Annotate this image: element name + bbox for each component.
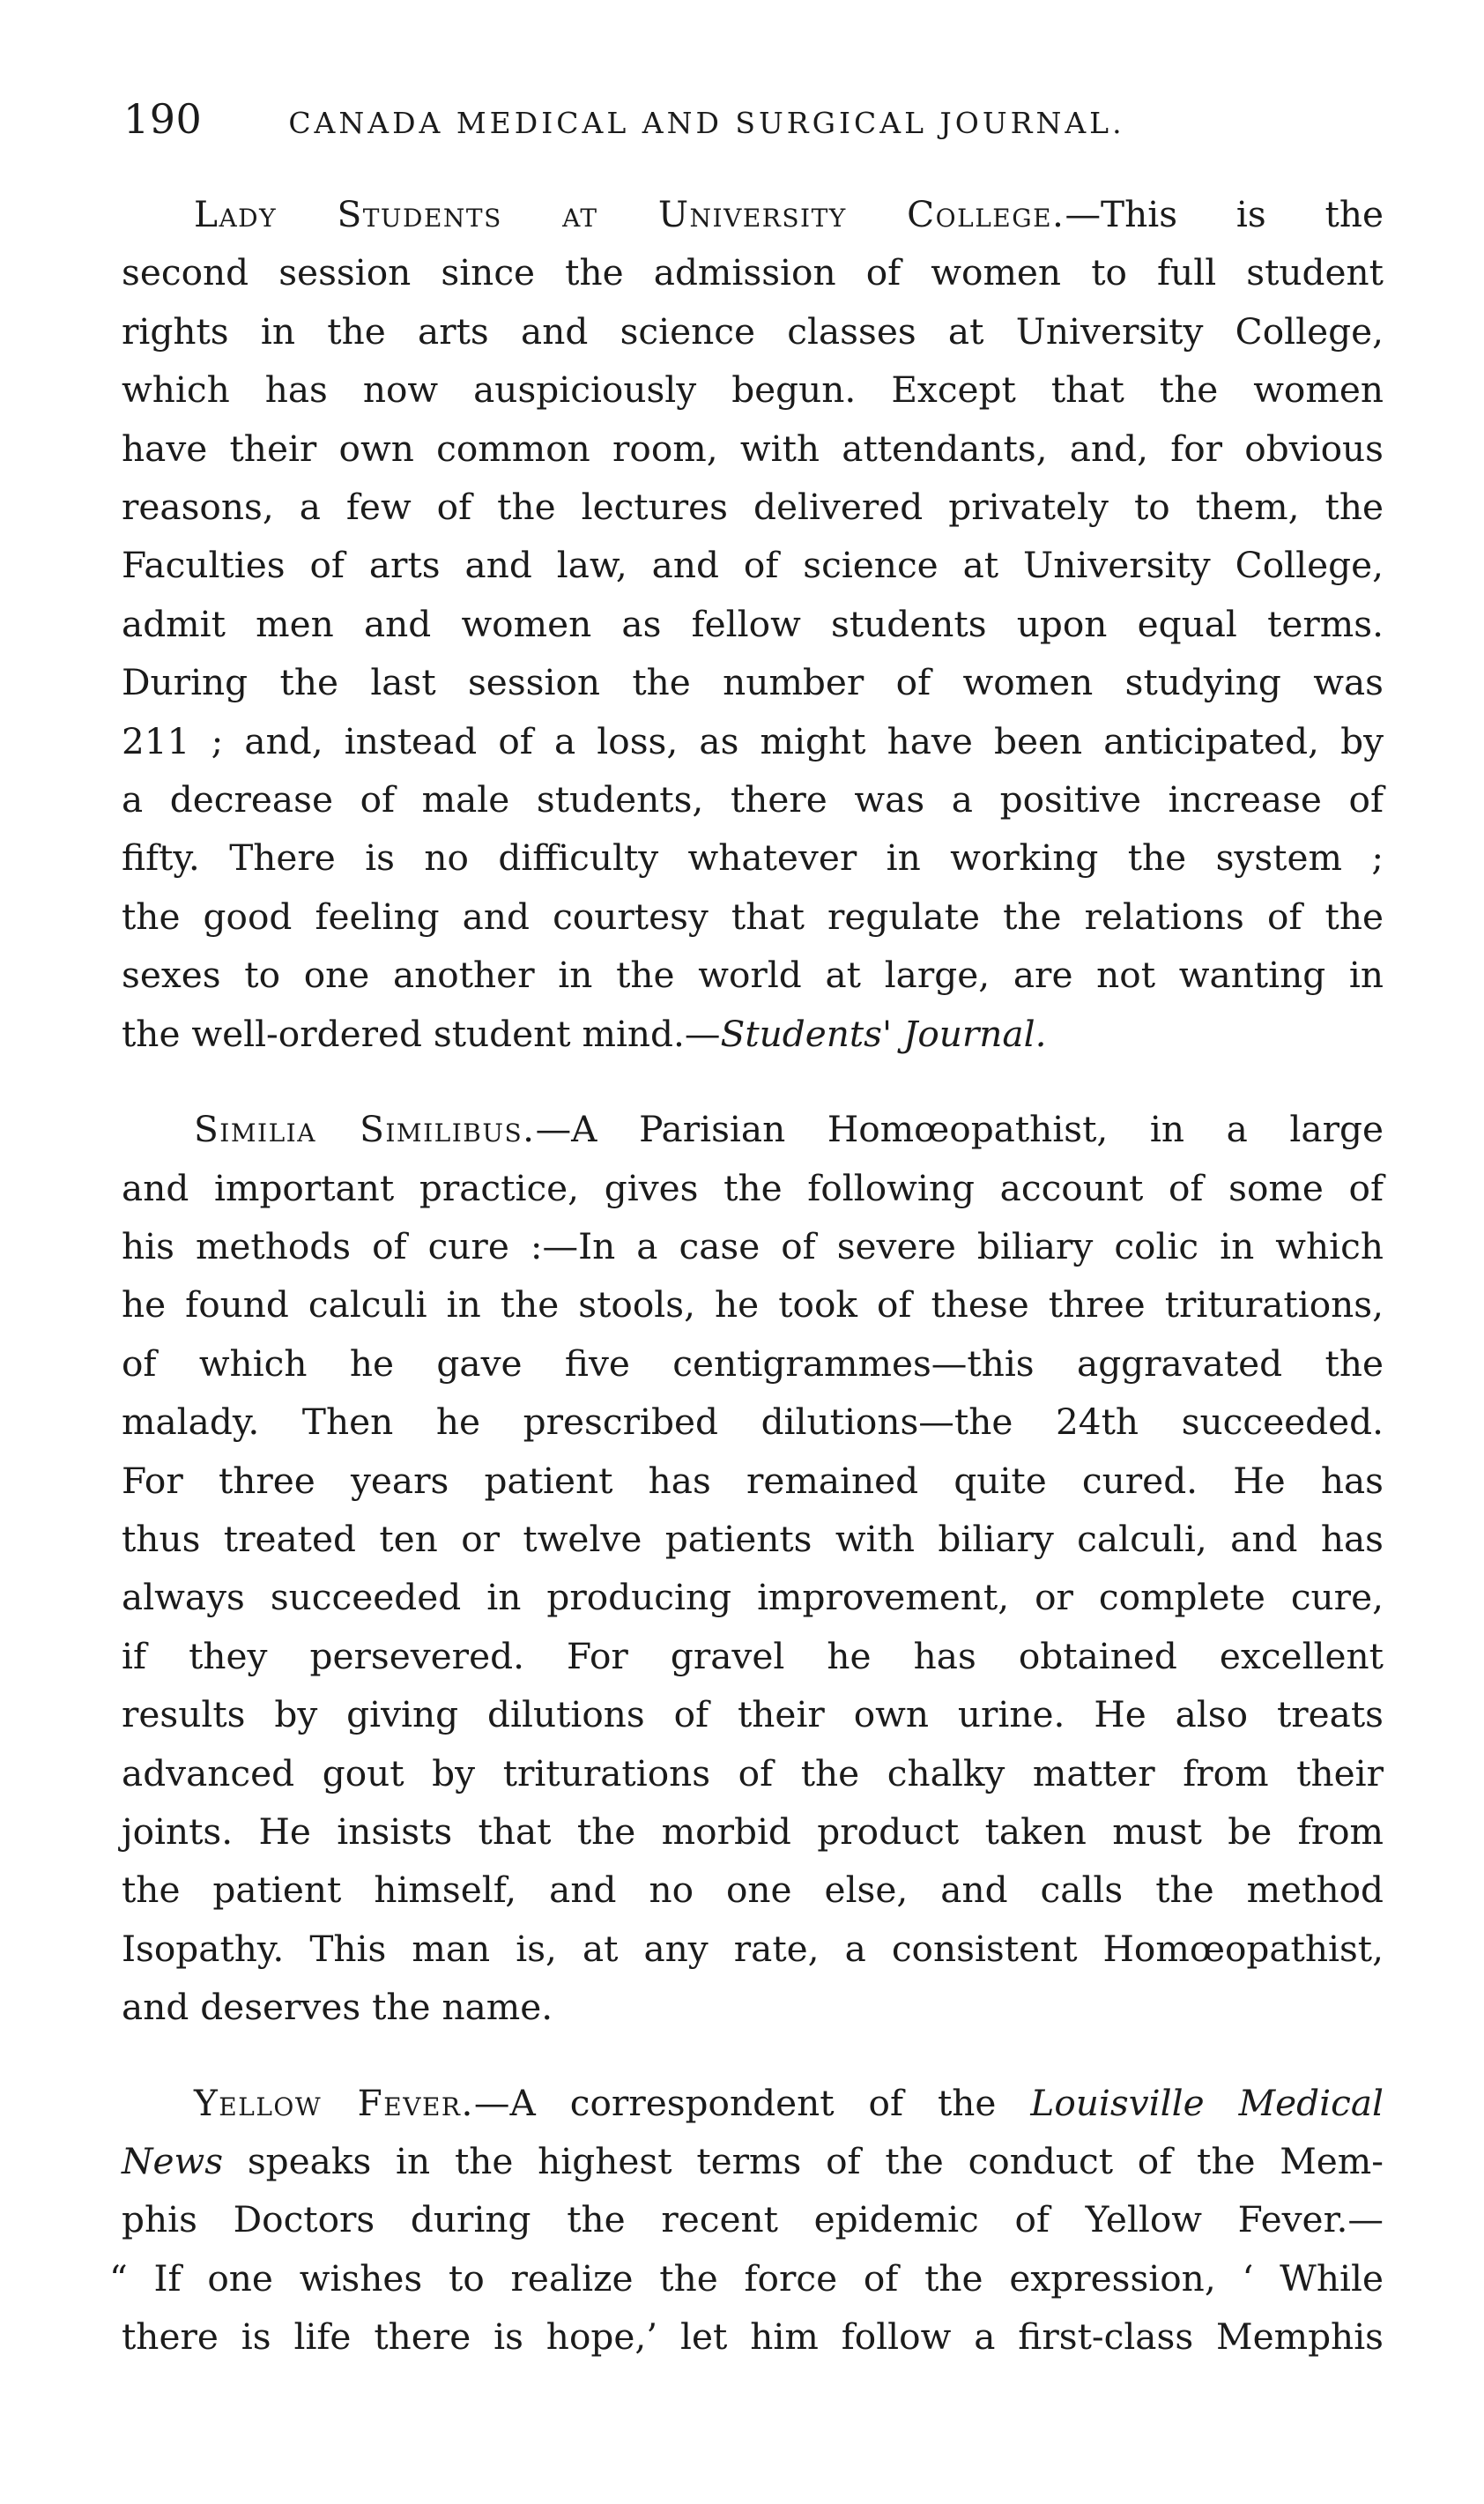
text-line-part: —This is the bbox=[1065, 193, 1384, 235]
text-line: joints. He insists that the morbid product taken must be from bbox=[122, 1809, 1384, 1853]
text-line: Isopathy. This man is, at any rate, a consistent Homœopathist, bbox=[122, 1927, 1384, 1970]
text-line: always succeeded in producing improvement, or complete cure, bbox=[122, 1576, 1384, 1619]
text-line: there is life there is hope,’ let him follow a first-class Memphis bbox=[122, 2315, 1384, 2359]
source-citation: Louisville Medical bbox=[1030, 2081, 1384, 2124]
source-citation: News bbox=[122, 2140, 224, 2182]
text-line: his methods of cure :—In a case of severe biliary colic in which bbox=[122, 1224, 1384, 1267]
text-line: During the last session the number of women studying was bbox=[122, 661, 1384, 704]
article-similia-similibus bbox=[122, 1100, 1384, 2037]
text-line: second session since the admission of women to full student bbox=[122, 251, 1384, 294]
text-line: “ If one wishes to realize the force of the expression, ‘ While bbox=[109, 2256, 1384, 2300]
text-line bbox=[122, 1005, 1384, 1063]
text-line: sexes to one another in the world at large, are not wanting in bbox=[122, 954, 1384, 997]
text-line bbox=[122, 185, 1384, 243]
text-line: rights in the arts and science classes at University College, bbox=[122, 309, 1384, 353]
text-line: the good feeling and courtesy that regulate the relations of the bbox=[122, 895, 1384, 938]
text-line: he found calculi in the stools, he took of these three triturations, bbox=[122, 1283, 1384, 1326]
page-number: 190 bbox=[123, 95, 203, 143]
text-line-part: —A Parisian Homœopathist, in a large bbox=[535, 1108, 1384, 1151]
text-line: phis Doctors during the recent epidemic of Yellow Fever.— bbox=[122, 2198, 1384, 2241]
text-line: the patient himself, and no one else, and calls the method bbox=[122, 1869, 1384, 1912]
text-line: of which he gave five centigrammes—this aggravated the bbox=[122, 1341, 1384, 1385]
text-line: and deserves the name. bbox=[122, 1986, 553, 2029]
text-line: malady. Then he prescribed dilutions—the 24th succeeded. bbox=[122, 1401, 1384, 1444]
text-line: and important practice, gives the following account of some of bbox=[122, 1166, 1384, 1209]
journal-title: CANADA MEDICAL AND SURGICAL JOURNAL. bbox=[288, 106, 1125, 140]
text-line-part: speaks in the highest terms of the conduct of the Mem- bbox=[223, 2140, 1384, 2182]
text-line: results by giving dilutions of their own urine. He also treats bbox=[122, 1693, 1384, 1736]
text-line: For three years patient has remained quite cured. He has bbox=[122, 1459, 1384, 1502]
text-line-part: —A correspondent of the bbox=[473, 2081, 1031, 2124]
text-line bbox=[122, 2132, 1384, 2190]
article-heading: Similia Similibus. bbox=[194, 1108, 536, 1151]
text-line: admit men and women as fellow students upon equal terms. bbox=[122, 602, 1384, 645]
text-line: a decrease of male students, there was a positive increase of bbox=[122, 778, 1384, 821]
article-heading: Yellow Fever. bbox=[194, 2081, 474, 2124]
text-line-part: the well-ordered student mind.— bbox=[122, 1012, 721, 1055]
text-line: which has now auspiciously begun. Except that the women bbox=[122, 368, 1384, 412]
text-line bbox=[122, 2074, 1384, 2132]
running-head bbox=[123, 95, 1357, 148]
text-line: thus treated ten or twelve patients with biliary calculi, and has bbox=[122, 1517, 1384, 1560]
text-line: fifty. There is no difficulty whatever in working the system ; bbox=[122, 836, 1384, 880]
text-line: if they persevered. For gravel he has obtained excellent bbox=[122, 1634, 1384, 1677]
body-text bbox=[109, 185, 1384, 2367]
text-line bbox=[122, 1100, 1384, 1158]
source-citation: Students' Journal. bbox=[720, 1012, 1047, 1055]
article-lady-students bbox=[122, 185, 1384, 1063]
text-line: 211 ; and, instead of a loss, as might have been anticipated, by bbox=[122, 719, 1384, 762]
text-line: have their own common room, with attendants, and, for obvious bbox=[122, 427, 1384, 470]
article-yellow-fever bbox=[109, 2074, 1384, 2367]
text-line: reasons, a few of the lectures delivered privately to them, the bbox=[122, 486, 1384, 529]
article-heading: Lady Students at University College. bbox=[194, 193, 1065, 235]
text-line: advanced gout by triturations of the chalky matter from their bbox=[122, 1751, 1384, 1794]
text-line: Faculties of arts and law, and of science at University College, bbox=[122, 544, 1384, 587]
